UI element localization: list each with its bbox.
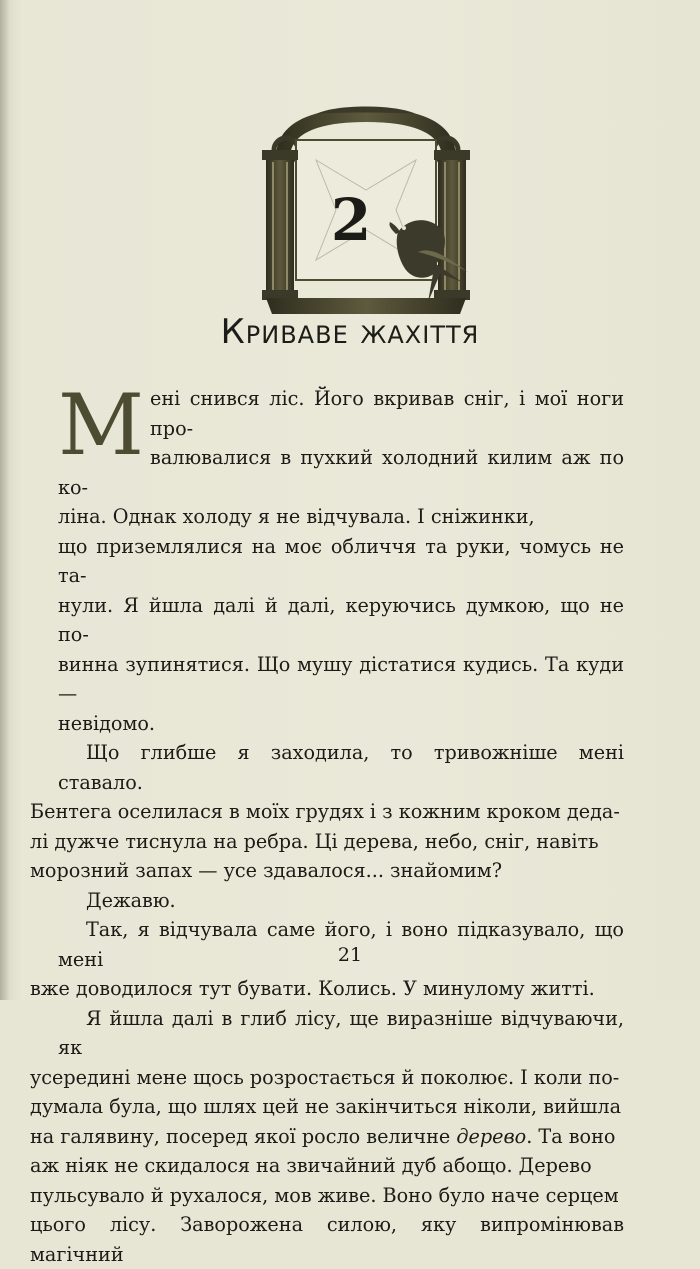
page-spine-shadow: [0, 0, 10, 1000]
paragraph-3: [58, 886, 624, 916]
text-line: Бентега оселилася в моїх грудях і з кожним кроком деда-: [30, 797, 620, 827]
paragraph-2: [58, 738, 624, 886]
text-line: валювалися в пухкий холодний килим аж по ко-: [58, 443, 624, 502]
text-line: думала була, що шлях цей не закінчиться ніколи, вийшла: [30, 1092, 621, 1122]
page-number: 21: [0, 944, 700, 966]
text-line: аж ніяк не скидалося на звичайний дуб абощо. Дерево: [30, 1151, 592, 1181]
text-line: Що глибше я заходила, то тривожніше мені ставало.: [58, 741, 624, 794]
italic-word: дерево: [456, 1125, 526, 1148]
chapter-title: Криваве жахіття: [0, 312, 700, 352]
chapter-number: 2: [331, 186, 371, 254]
text-line: невідомо.: [58, 709, 624, 739]
text-line: Я йшла далі в глиб лісу, ще виразніше відчуваючи, як: [58, 1007, 624, 1060]
text-line: усередині мене щось розростається й поколює. І коли по-: [30, 1063, 619, 1093]
text-line: ені снився ліс. Його вкривав сніг, і мої ноги про-: [58, 384, 624, 443]
text-line: що приземлялися на моє обличчя та руки, чомусь не та-: [58, 532, 624, 591]
text-line: ліна. Однак холоду я не відчувала. І сніжинки,: [58, 502, 624, 532]
text-line: пульсувало й рухалося, мов живе. Воно було наче серцем: [30, 1181, 619, 1211]
text-line: лі дужче тиснула на ребра. Ці дерева, небо, сніг, навіть: [30, 827, 599, 857]
chapter-body: [58, 384, 624, 1269]
text-line-with-italic: на галявину, посеред якої росло величне дерево. Та воно: [30, 1122, 615, 1152]
text-line: Так, я відчувала саме його, і воно підказувало, що мені: [58, 918, 624, 971]
chapter-ornament-icon: [256, 100, 476, 320]
drop-cap: М: [58, 384, 144, 472]
paragraph-5: [58, 1004, 624, 1269]
text-line: винна зупинятися. Що мушу дістатися кудись. Та куди —: [58, 650, 624, 709]
text-line: вже доводилося тут бувати. Колись. У минулому житті.: [30, 974, 595, 1004]
text-line: цього лісу. Заворожена силою, яку випромінював магічний: [30, 1210, 624, 1269]
text-line: морозний запах — усе здавалося... знайомим?: [30, 856, 502, 886]
text-line: Дежавю.: [86, 889, 176, 912]
paragraph-1: [58, 384, 624, 738]
text-line: нули. Я йшла далі й далі, керуючись думкою, що не по-: [58, 591, 624, 650]
